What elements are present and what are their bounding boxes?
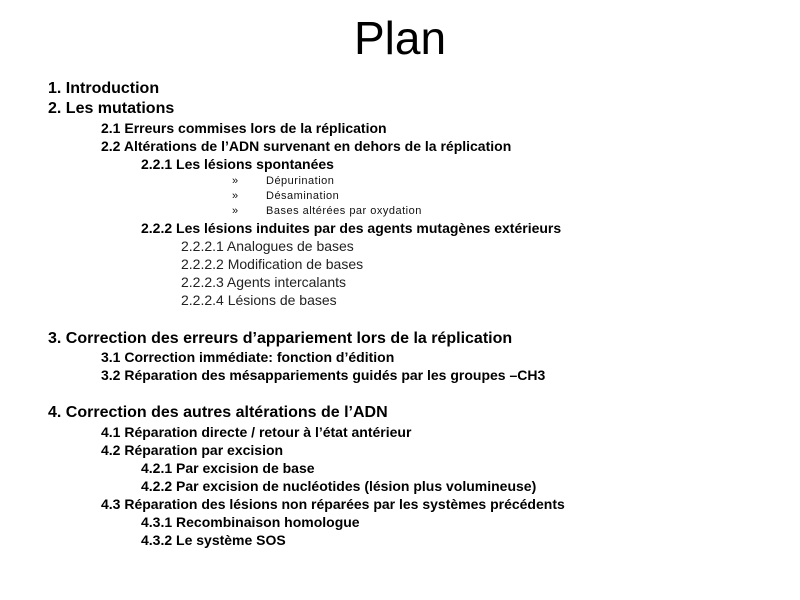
outline-item-level-1: 3. Correction des erreurs d’appariement lors de la réplication	[48, 330, 513, 347]
outline-item-level-2: 4.1 Réparation directe / retour à l’état antérieur	[101, 424, 412, 440]
outline-item-level-4: 2.2.2.3 Agents intercalants	[181, 274, 346, 290]
outline-item-level-2: 3.2 Réparation des mésappariements guidés par les groupes –CH3	[101, 367, 546, 383]
outline-bullet-text: Désamination	[266, 190, 340, 202]
outline-item-level-3: 2.2.1 Les lésions spontanées	[141, 156, 334, 172]
outline-item-level-4: 2.2.2.1 Analogues de bases	[181, 238, 354, 254]
outline-item-level-1: 1. Introduction	[48, 80, 160, 97]
bullet-marker-icon: »	[232, 205, 239, 217]
outline-item-level-1: 4. Correction des autres altérations de l’ADN	[48, 404, 388, 421]
outline-item-level-4: 2.2.2.2 Modification de bases	[181, 256, 364, 272]
outline-item-level-1: 2. Les mutations	[48, 100, 175, 117]
outline-item-level-3: 4.3.1 Recombinaison homologue	[141, 514, 360, 530]
outline-item-level-3: 4.2.1 Par excision de base	[141, 460, 315, 476]
outline-item-level-3: 2.2.2 Les lésions induites par des agents mutagènes extérieurs	[141, 220, 562, 236]
outline-item-level-2: 2.2 Altérations de l’ADN survenant en dehors de la réplication	[101, 138, 512, 154]
outline-item-level-4: 2.2.2.4 Lésions de bases	[181, 292, 337, 308]
outline-item-level-2: 2.1 Erreurs commises lors de la réplication	[101, 120, 387, 136]
outline-item-level-3: 4.3.2 Le système SOS	[141, 532, 286, 548]
outline-item-level-2: 3.1 Correction immédiate: fonction d’édition	[101, 349, 395, 365]
slide-title: Plan	[353, 12, 447, 64]
outline-item-level-3: 4.2.2 Par excision de nucléotides (lésion plus volumineuse)	[141, 478, 537, 494]
outline-bullet-text: Bases altérées par oxydation	[266, 205, 422, 217]
outline-bullet-text: Dépurination	[266, 175, 335, 187]
outline-item-level-2: 4.3 Réparation des lésions non réparées par les systèmes précédents	[101, 496, 565, 512]
bullet-marker-icon: »	[232, 175, 239, 187]
outline-item-level-2: 4.2 Réparation par excision	[101, 442, 284, 458]
bullet-marker-icon: »	[232, 190, 239, 202]
